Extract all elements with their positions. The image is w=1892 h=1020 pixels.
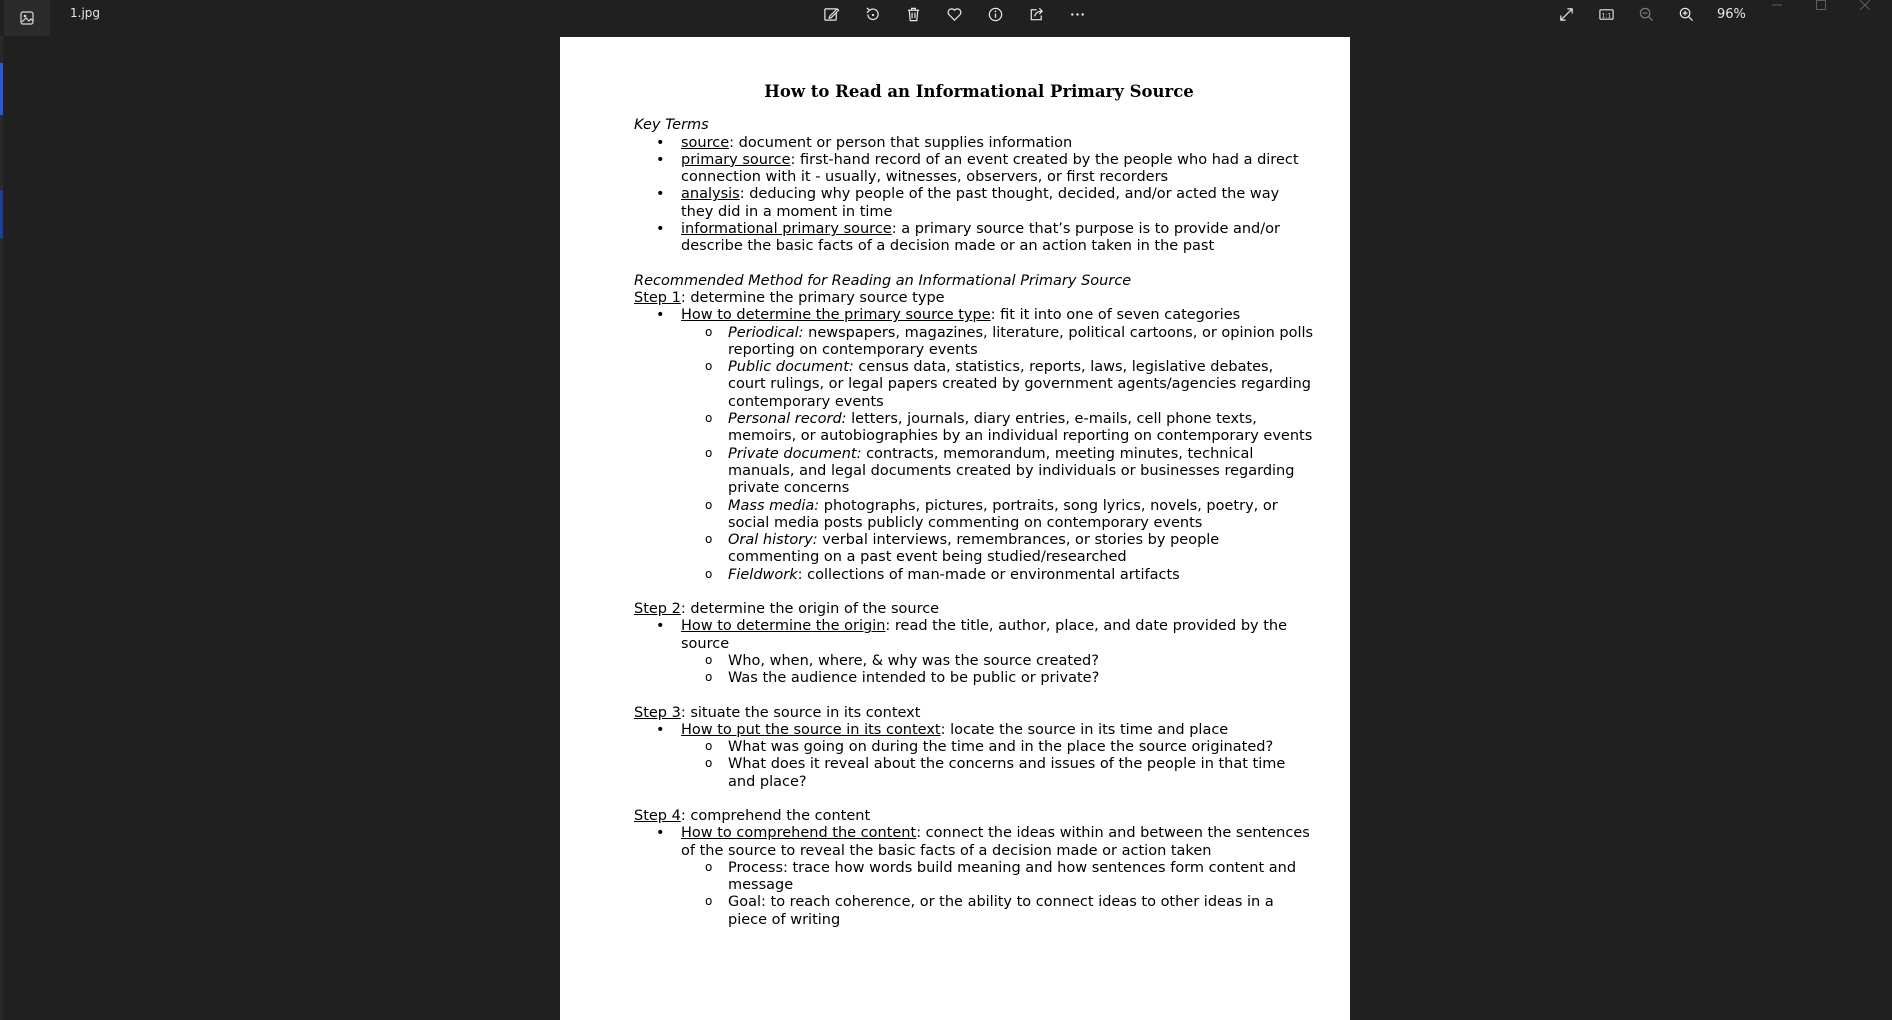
how-to-text: : connect the ideas within and between the sentences of the source to reveal the basic facts of a decision made or action taken: [681, 825, 1310, 859]
step-heading: [634, 290, 1314, 307]
svg-text:1:1: 1:1: [1601, 11, 1611, 19]
category-text: newspapers, magazines, literature, political cartoons, or opinion polls reporting on contemporary events: [728, 324, 1314, 358]
category-name: Oral history:: [728, 532, 818, 549]
step-heading: [634, 808, 1314, 825]
left-strip: [0, 36, 3, 1020]
category-text: verbal interviews, remembrances, or stories by people commenting on a past event being studied/researched: [728, 532, 1220, 566]
edit-image-button[interactable]: [818, 2, 844, 26]
edit-image-icon: [823, 6, 840, 23]
step-heading: [634, 601, 1314, 618]
list-item: [634, 221, 1314, 256]
view-tools: [1553, 2, 1746, 26]
step-text: : situate the source in its context: [680, 704, 921, 721]
sub-list-item: o Who, when, where, & why was the source created?: [634, 653, 1314, 670]
category-text: : collections of man-made or environmental artifacts: [797, 566, 1180, 583]
more-button[interactable]: [1064, 2, 1090, 26]
step-heading: [634, 705, 1314, 722]
sub-list-item: [634, 567, 1314, 584]
fullscreen-icon: [1558, 6, 1575, 23]
how-to-label: How to determine the primary source type: [681, 307, 991, 324]
photos-app-icon: [19, 10, 35, 26]
sub-list-item: [634, 532, 1314, 567]
category-text: letters, journals, diary entries, e-mails, cell phone texts, memoirs, or autobiographies by an individual reporting on contemporary events: [728, 411, 1313, 445]
list-item: [634, 618, 1314, 653]
sub-list-item: o What does it reveal about the concerns and issues of the people in that time and place?: [634, 756, 1314, 791]
share-icon: [1028, 6, 1045, 23]
left-accent-bar: [0, 63, 3, 115]
step-label: Step 3: [634, 704, 681, 721]
zoom-out-icon: [1638, 6, 1655, 23]
sub-list-item: [634, 411, 1314, 446]
rotate-icon: [864, 6, 881, 23]
term-definition: : a primary source that’s purpose is to provide and/or describe the basic facts of a decision made or an action taken in the past: [681, 221, 1280, 255]
more-icon: [1069, 6, 1086, 23]
key-terms-heading: Key Terms: [634, 117, 709, 134]
window-controls: [1770, 0, 1872, 14]
term-definition: : deducing why people of the past thought, decided, and/or acted the way they did in a moment in time: [681, 186, 1280, 220]
list-item: [634, 152, 1314, 187]
document-content: [634, 83, 1314, 929]
share-button[interactable]: [1023, 2, 1049, 26]
term: source: [681, 134, 730, 151]
term-definition: : first-hand record of an event created by the people who had a direct connection with it - usually, witnesses, observers, or first recorders: [681, 151, 1299, 186]
minimize-button[interactable]: [1770, 0, 1784, 10]
category-text: photographs, pictures, portraits, song lyrics, novels, poetry, or social media posts publicly commenting on contemporary events: [728, 497, 1278, 531]
minimize-icon: [1772, 0, 1782, 10]
info-icon: [987, 6, 1004, 23]
step-label: Step 1: [634, 289, 681, 306]
step-text: : determine the primary source type: [680, 289, 945, 306]
category-name: Fieldwork: [728, 566, 798, 583]
delete-icon: [905, 6, 922, 23]
sub-list-item: [634, 446, 1314, 498]
step-label: Step 4: [634, 807, 681, 824]
sub-list-item: o What was going on during the time and in the place the source originated?: [634, 739, 1314, 756]
zoom-in-icon: [1678, 6, 1695, 23]
sub-list-item: [634, 325, 1314, 360]
category-name: Mass media:: [728, 497, 820, 514]
info-button[interactable]: [982, 2, 1008, 26]
close-button[interactable]: [1858, 0, 1872, 10]
actual-size-icon: [1598, 6, 1615, 23]
step-text: : determine the origin of the source: [680, 601, 940, 618]
how-to-text: : locate the source in its time and place: [940, 721, 1229, 738]
category-name: Public document:: [728, 359, 854, 376]
sub-list-item: o Process: trace how words build meaning and how sentences form content and message: [634, 860, 1314, 895]
how-to-label: How to determine the origin: [681, 618, 886, 635]
heart-icon: [946, 6, 963, 23]
favorite-button[interactable]: [941, 2, 967, 26]
category-name: Personal record:: [728, 411, 847, 428]
app-icon[interactable]: [4, 0, 50, 36]
sub-list-item: [634, 498, 1314, 533]
document-title: How to Read an Informational Primary Source: [764, 82, 1194, 101]
how-to-text: : fit it into one of seven categories: [990, 307, 1241, 324]
zoom-level[interactable]: 96%: [1717, 6, 1746, 22]
left-accent-bar: [0, 190, 3, 238]
method-heading: Recommended Method for Reading an Informational Primary Source: [634, 272, 1132, 289]
category-name: Private document:: [728, 445, 862, 462]
zoom-in-button[interactable]: [1673, 2, 1699, 26]
how-to-label: How to put the source in its context: [681, 721, 941, 738]
title-bar: [0, 0, 1892, 36]
close-icon: [1860, 0, 1870, 10]
term: analysis: [681, 186, 740, 203]
sub-list-item: [634, 359, 1314, 411]
document-page: [560, 37, 1350, 1020]
maximize-button[interactable]: [1814, 0, 1828, 10]
list-item: [634, 186, 1314, 221]
term-definition: : document or person that supplies information: [729, 134, 1073, 151]
step-text: : comprehend the content: [680, 807, 871, 824]
how-to-text: : read the title, author, place, and date provided by the source: [681, 618, 1288, 652]
actual-size-button[interactable]: [1593, 2, 1619, 26]
toolbar: [818, 2, 1090, 26]
delete-button[interactable]: [900, 2, 926, 26]
file-name: 1.jpg: [70, 6, 101, 20]
category-name: Periodical:: [728, 324, 804, 341]
term: informational primary source: [681, 221, 892, 238]
category-text: census data, statistics, reports, laws, legislative debates, court rulings, or legal papers created by government agents/agencies regarding contemporary events: [728, 359, 1311, 410]
list-item: [634, 722, 1314, 739]
term: primary source: [681, 151, 791, 168]
step-label: Step 2: [634, 601, 681, 618]
list-item: [634, 825, 1314, 860]
how-to-label: How to comprehend the content: [681, 825, 917, 842]
fullscreen-button[interactable]: [1553, 2, 1579, 26]
sub-list-item: o Was the audience intended to be public or private?: [634, 670, 1314, 687]
list-item: [634, 135, 1314, 152]
maximize-icon: [1816, 0, 1826, 10]
category-text: contracts, memorandum, meeting minutes, technical manuals, and legal documents created by individuals or businesses regarding private concerns: [728, 445, 1295, 497]
rotate-button[interactable]: [859, 2, 885, 26]
sub-list-item: o Goal: to reach coherence, or the ability to connect ideas to other ideas in a piece of writing: [634, 894, 1314, 929]
list-item: [634, 307, 1314, 324]
zoom-out-button[interactable]: [1633, 2, 1659, 26]
